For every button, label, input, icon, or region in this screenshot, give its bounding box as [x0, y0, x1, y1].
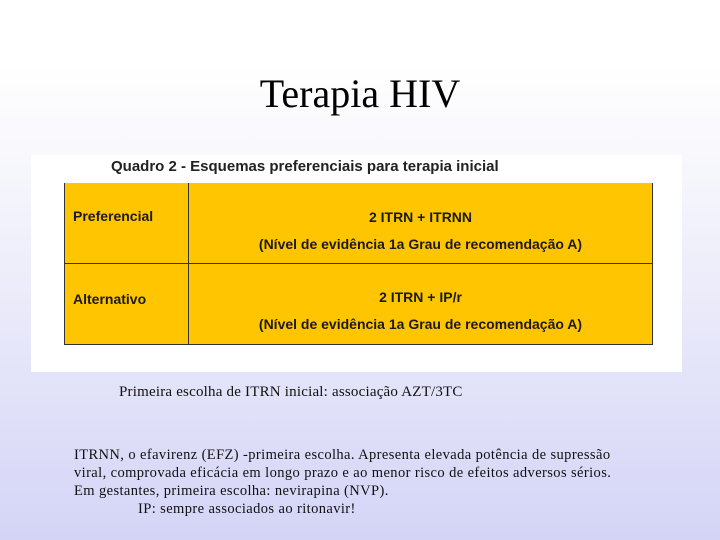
row-label-preferencial: Preferencial [73, 208, 154, 224]
notes-block [74, 446, 674, 518]
regimen-text: 2 ITRN + ITRNN [368, 209, 473, 225]
evidence-text: (Nível de evidência 1a Grau de recomendação A) [258, 236, 583, 252]
table-caption: Quadro 2 - Esquemas preferenciais para terapia inicial [111, 158, 499, 175]
slide-title: Terapia HIV [259, 71, 461, 116]
row-label-alternativo: Alternativo [73, 291, 147, 307]
note-line: Em gestantes, primeira escolha: nevirapina (NVP). [74, 483, 389, 499]
table-row [65, 183, 652, 264]
regimen-table-figure [31, 155, 682, 372]
itrn-first-choice-text: Primeira escolha de ITRN inicial: associação AZT/3TC [119, 384, 463, 400]
note-line: viral, comprovada eficácia em longo prazo e ao menor risco de efeitos adversos sérios. [74, 465, 612, 481]
regimen-table [64, 183, 653, 345]
evidence-text: (Nível de evidência 1a Grau de recomendação A) [258, 316, 583, 332]
note-line: ITRNN, o efavirenz (EFZ) -primeira escolha. Apresenta elevada potência de supressão [74, 447, 611, 463]
table-row [65, 263, 652, 343]
regimen-text: 2 ITRN + IP/r [379, 289, 462, 305]
note-line: IP: sempre associados ao ritonavir! [138, 501, 356, 517]
